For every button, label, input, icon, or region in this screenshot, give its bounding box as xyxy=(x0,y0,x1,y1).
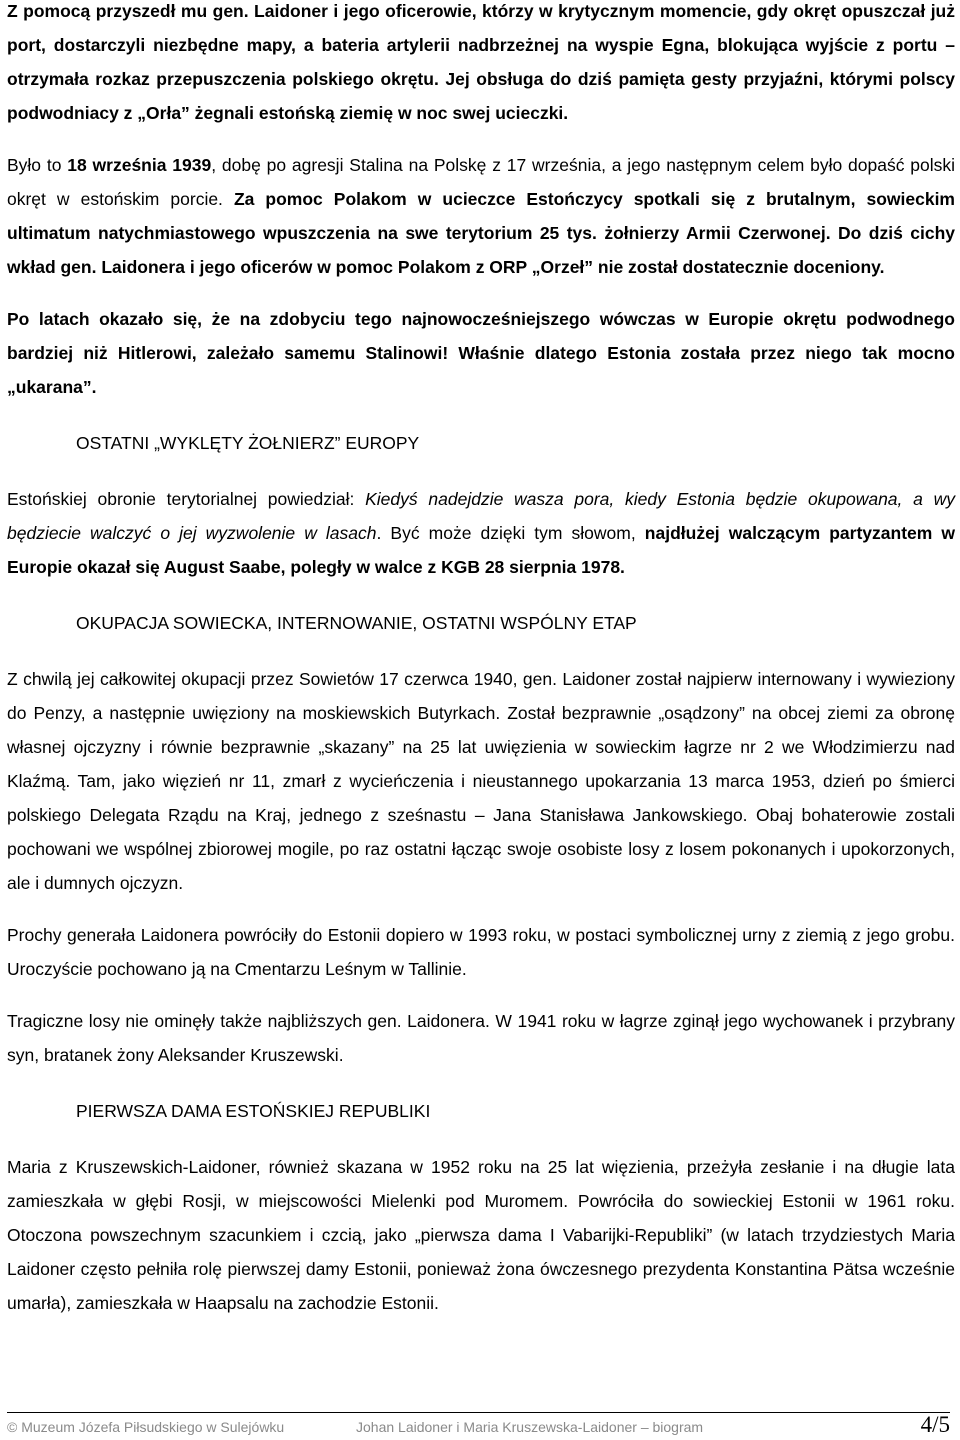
paragraph-bold-text: Po latach okazało się, że na zdobyciu tego najnowocześniejszego wówczas w Europie okrętu podwodnego bardziej niż Hitlerowi, zależało samemu Stalinowi! Właśnie dlatego Estonia została przez niego tak mocno „ukarana”. xyxy=(7,309,955,397)
paragraph-internment: Z chwilą jej całkowitej okupacji przez Sowietów 17 czerwca 1940, gen. Laidoner został najpierw internowany i wywieziony do Penzy, a następnie uwięziony na moskiewskich Butyrkach. Został bezprawnie „osądzony” na obcej ziemi za obronę własnej ojczyzny i równie bezprawnie „skazany” na 25 lat uwięzienia w sowieckim łagrze nr 2 we Włodzimierzu nad Klaźmą. Tam, jako więzień nr 11, zmarł z wycieńczenia i nieustannego upokarzania 13 marca 1953, dzień po śmierci polskiego Delegata Rządu na Kraj, jednego z sześnastu – Jana Stanisława Jankowskiego. Obaj bohaterowie zostali pochowani we wspólnej zbiorowej mogile, po raz ostatni łącząc swoje osobiste losy z losem pokonanych i upokorzonych, ale i dumnych ojczyzn. xyxy=(7,669,955,893)
paragraph-stalin-interest xyxy=(7,302,955,404)
footer-title: Johan Laidoner i Maria Kruszewska-Laidoner – biogram xyxy=(356,1419,704,1435)
paragraph-family-fate: Tragiczne losy nie ominęły także najbliższych gen. Laidonera. W 1941 roku w łagrze zginął jego wychowanek i przybrany syn, bratanek żony Aleksander Kruszewski. xyxy=(7,1011,955,1065)
paragraph-august-saabe xyxy=(7,482,955,584)
paragraph-orzel-escape xyxy=(7,0,955,130)
section-heading-last-soldier: OSTATNI „WYKLĘTY ŻOŁNIERZ” EUROPY xyxy=(76,433,420,453)
page-number: 4/5 xyxy=(920,1412,950,1437)
document-body xyxy=(7,0,955,1320)
paragraph-ashes-return: Prochy generała Laidonera powróciły do Estonii dopiero w 1993 roku, w postaci symbolicznej urny z ziemią z jego grobu. Uroczyście pochowano ją na Cmentarzu Leśnym w Tallinie. xyxy=(7,925,955,979)
paragraph-date: 18 września 1939 xyxy=(67,155,212,175)
paragraph-text: . Być może dzięki tym słowom, xyxy=(376,523,645,543)
paragraph-maria-laidoner: Maria z Kruszewskich-Laidoner, również skazana w 1952 roku na 25 lat więzienia, przeżyła zesłanie i na długie lata zamieszkała w głębi Rosji, w miejscowości Mielenki pod Muromem. Powróciła do sowieckiej Estonii w 1961 roku. Otoczona powszechnym szacunkiem i czcią, jako „pierwsza dama I Vabarijki-Republiki” (w latach trzydziestych Maria Laidoner często pełniła rolę pierwszej damy Estonii, ponieważ żona ówczesnego prezydenta Konstantina Pätsa wcześnie umarła), zamieszkała w Haapsalu na zachodzie Estonii. xyxy=(7,1157,955,1313)
paragraph-bold-text: Z pomocą przyszedł mu gen. Laidoner i jego oficerowie, którzy w krytycznym momencie, gdy okręt opuszczał już port, dostarczyli niezbędne mapy, a bateria artylerii nadbrzeżnej na wyspie Egna, blokująca wyjście z portu – otrzymała rozkaz przepuszczenia polskiego okrętu. Jej obsługa do dziś pamięta gesty przyjaźni, którymi polscy podwodniacy z „Orła” żegnali estońską ziemię w noc swej ucieczki. xyxy=(7,1,955,123)
page-footer xyxy=(7,1412,950,1439)
paragraph-text: , dobę po agresji Stalina na Polskę z 17 września, a jego następnym celem było dopaść polski okręt w estońskim porcie. xyxy=(7,155,956,209)
paragraph-bold-text: Za pomoc Polakom w ucieczce Estończycy spotkali się z brutalnym, sowieckim ultimatum natychmiastowego wpuszczenia na swe terytorium 25 tys. żołnierzy Armii Czerwonej. Do dziś cichy wkład gen. Laidonera i jego oficerów w pomoc Polakom z ORP „Orzeł” nie został dostatecznie doceniony. xyxy=(7,189,955,277)
paragraph-quote: Kiedyś nadejdzie wasza pora, kiedy Estonia będzie okupowana, a wy będziecie walczyć o jej wyzwolenie w lasach xyxy=(7,489,955,543)
paragraph-soviet-ultimatum xyxy=(7,148,955,284)
paragraph-bold-text: najdłużej walczącym partyzantem w Europie okazał się August Saabe, poległy w walce z KGB 28 sierpnia 1978. xyxy=(7,523,955,577)
footer-source: © Muzeum Józefa Piłsudskiego w Sulejówku xyxy=(7,1419,285,1435)
section-heading-first-lady: PIERWSZA DAMA ESTOŃSKIEJ REPUBLIKI xyxy=(76,1101,431,1121)
section-heading-soviet-occupation: OKUPACJA SOWIECKA, INTERNOWANIE, OSTATNI WSPÓLNY ETAP xyxy=(76,613,637,633)
paragraph-text: Estońskiej obronie terytorialnej powiedział: xyxy=(7,489,366,509)
paragraph-text: Było to xyxy=(7,155,68,175)
